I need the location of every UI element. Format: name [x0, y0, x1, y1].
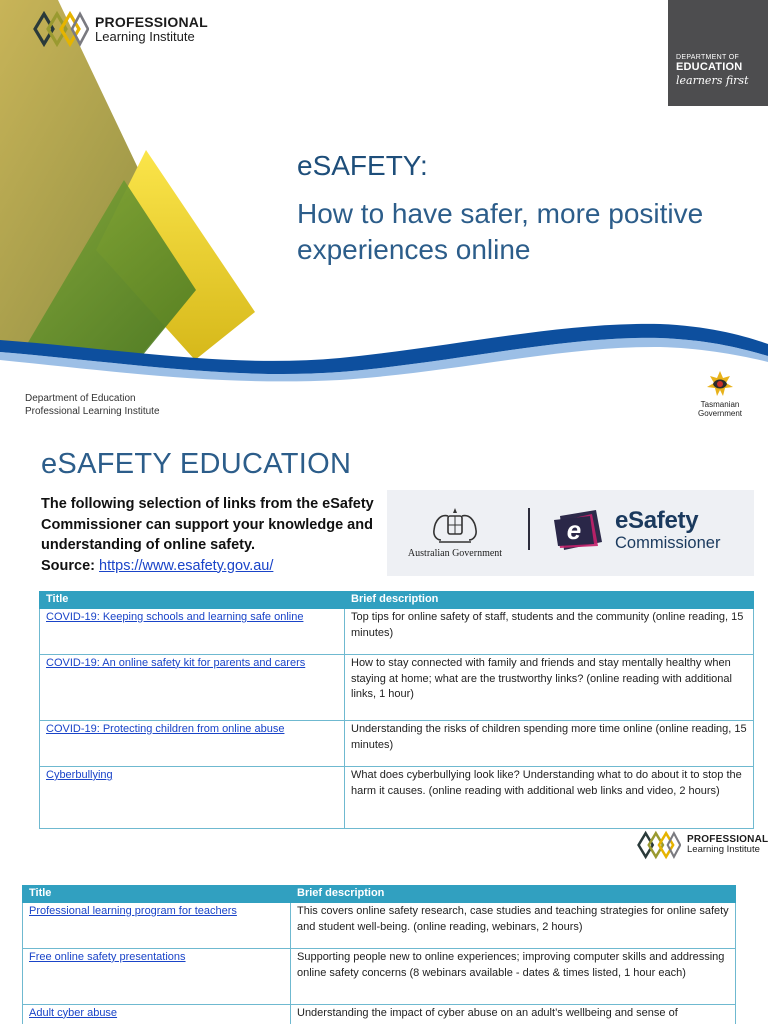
table-row — [40, 720, 754, 766]
education-page — [0, 430, 768, 1024]
resource-link[interactable]: Cyberbullying — [46, 768, 113, 781]
table-row — [23, 948, 736, 1004]
cover-page — [0, 0, 768, 430]
resource-description: Supporting people new to online experiences; improving computer skills and addressing online safety concerns (8 webinars available - dates & times listed, 1 hour each) — [291, 948, 736, 1004]
table-row — [40, 654, 754, 720]
intro-paragraph: The following selection of links from the eSafety Commissioner can support your knowledge and understanding of online safety. — [41, 496, 374, 553]
footer-line1: Department of Education — [25, 393, 136, 404]
logo-line1: PROFESSIONAL — [95, 14, 208, 30]
resource-description: Understanding the impact of cyber abuse on an adult’s wellbeing and sense of — [291, 1004, 736, 1024]
page-title: eSAFETY EDUCATION — [41, 448, 352, 480]
australian-government-logo — [403, 506, 507, 559]
table-row — [23, 902, 736, 948]
doe-tagline: learners first — [676, 74, 749, 87]
coat-of-arms-icon — [425, 506, 485, 546]
cover-footer — [25, 392, 160, 418]
resource-link[interactable]: COVID-19: Keeping schools and learning safe online — [46, 610, 304, 623]
column-header-title: Title — [23, 886, 291, 903]
banner-divider — [528, 508, 530, 550]
table-row — [23, 1004, 736, 1024]
resource-link[interactable]: Adult cyber abuse — [29, 1006, 118, 1019]
table-row — [40, 608, 754, 654]
column-header-description: Brief description — [345, 592, 754, 609]
doe-line1: DEPARTMENT OF — [676, 54, 740, 61]
pli-logo-icon — [33, 10, 89, 48]
resource-description: Top tips for online safety of staff, students and the community (online reading, 15 minutes) — [345, 608, 754, 654]
esafety-wordmark — [615, 508, 720, 552]
table-header-row — [40, 592, 754, 609]
resource-link[interactable]: Free online safety presentations — [29, 950, 186, 963]
cover-title: eSAFETY: — [297, 150, 428, 181]
resource-link[interactable]: Professional learning program for teachers — [29, 904, 237, 917]
resources-table-1 — [39, 591, 754, 829]
esafety-label: eSafety — [615, 507, 699, 534]
resources-table-2 — [22, 885, 736, 1024]
logo-line2: Learning Institute — [687, 844, 760, 856]
tasmanian-government-logo — [688, 370, 752, 418]
resource-link[interactable]: COVID-19: Protecting children from online abuse — [46, 722, 285, 735]
esafety-e-icon — [552, 508, 604, 552]
pli-logo — [33, 10, 208, 48]
department-of-education-logo — [668, 0, 768, 106]
column-header-title: Title — [40, 592, 345, 609]
intro-text — [41, 494, 386, 576]
pli-logo-icon — [637, 830, 681, 860]
resource-description: What does cyberbullying look like? Understanding what to do about it to stop the harm it causes. (online reading with additional web links and video, 2 hours) — [345, 766, 754, 828]
pli-logo-small — [637, 830, 768, 860]
au-gov-label: Australian Government — [407, 548, 503, 559]
table-header-row — [23, 886, 736, 903]
resource-description: This covers online safety research, case studies and teaching strategies for online safety and student well-being. (online reading, webinars, 2 hours) — [291, 902, 736, 948]
tasmanian-crest-icon — [703, 370, 737, 398]
esafety-banner — [387, 490, 754, 576]
source-link[interactable]: https://www.esafety.gov.au/ — [99, 557, 274, 574]
resource-description: Understanding the risks of children spending more time online (online reading, 15 minutes) — [345, 720, 754, 766]
tas-line2: Government — [697, 409, 743, 418]
cover-subtitle: How to have safer, more positive experiences online — [297, 198, 704, 265]
footer-line2: Professional Learning Institute — [25, 406, 160, 417]
source-label: Source: — [41, 557, 95, 574]
commissioner-label: Commissioner — [615, 534, 721, 552]
doe-line2: EDUCATION — [676, 61, 743, 73]
resource-link[interactable]: COVID-19: An online safety kit for parents and carers — [46, 656, 306, 669]
logo-line2: Learning Institute — [95, 29, 195, 44]
logo-line1: PROFESSIONAL — [687, 834, 768, 846]
tas-line1: Tasmanian — [700, 400, 740, 409]
column-header-description: Brief description — [291, 886, 736, 903]
svg-text:e: e — [566, 515, 582, 545]
resource-description: How to stay connected with family and friends and stay mentally healthy when staying at home; what are the trustworthy links? (online reading with additional links, 1 hour) — [345, 654, 754, 720]
table-row — [40, 766, 754, 828]
